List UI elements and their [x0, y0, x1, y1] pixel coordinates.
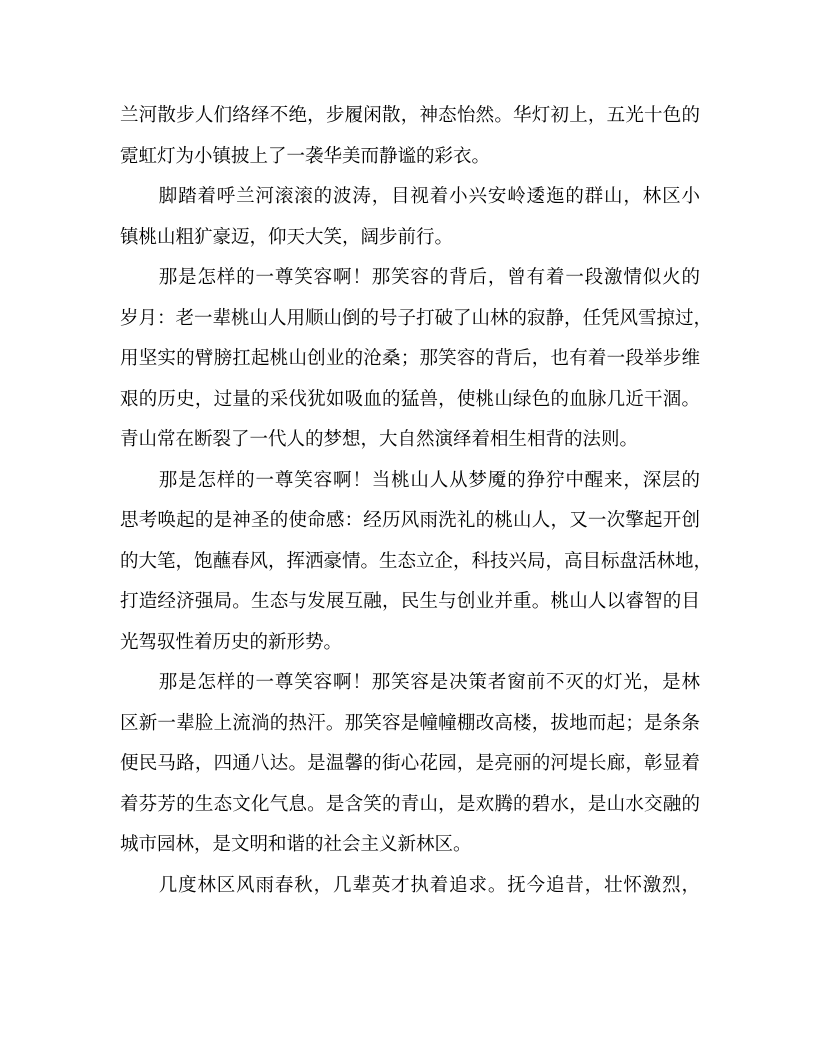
text-line: 思考唤起的是神圣的使命感：经历风雨洗礼的桃山人，又一次擎起开创: [120, 510, 700, 531]
text-line: 便民马路，四通八达。是温馨的街心花园，是亮丽的河堤长廊，彰显着: [120, 753, 700, 774]
text-line: 用坚实的臂膀扛起桃山创业的沧桑；那笑容的背后，也有着一段举步维: [120, 348, 700, 369]
text-line: 脚踏着呼兰河滚滚的波涛，目视着小兴安岭逶迤的群山，林区小: [120, 186, 700, 207]
document-body: [120, 96, 713, 906]
text-line: 几度林区风雨春秋，几辈英才执着追求。抚今追昔，壮怀激烈，: [120, 874, 700, 896]
paragraph: [120, 663, 700, 866]
paragraph: [120, 177, 700, 258]
text-line: 镇桃山粗犷豪迈，仰天大笑，阔步前行。: [120, 226, 454, 248]
text-line: 霓虹灯为小镇披上了一袭华美而静谧的彩衣。: [120, 145, 491, 167]
text-line: 那是怎样的一尊笑容啊！那笑容的背后，曾有着一段激情似火的: [120, 267, 700, 288]
paragraph: [120, 461, 713, 664]
text-line: 区新一辈脸上流淌的热汗。那笑容是幢幢棚改高楼，拔地而起；是条条: [120, 712, 700, 734]
text-line: 那是怎样的一尊笑容啊！那笑容是决策者窗前不灭的灯光，是林: [120, 672, 700, 693]
text-line: 岁月：老一辈桃山人用顺山倒的号子打破了山林的寂静，任凭风雪掠过，: [120, 307, 713, 329]
paragraph: [120, 866, 700, 907]
text-line: 那是怎样的一尊笑容啊！当桃山人从梦魇的狰狞中醒来，深层的: [120, 469, 700, 491]
text-line: 艰的历史，过量的采伐犹如吸血的猛兽，使桃山绿色的血脉几近干涸。: [120, 388, 700, 410]
paragraph: [120, 96, 700, 177]
text-line: 光驾驭性着历史的新形势。: [120, 631, 343, 653]
text-line: 兰河散步人们络绎不绝，步履闲散，神态怡然。华灯初上，五光十色的: [120, 105, 700, 126]
text-line: 的大笔，饱蘸春风，挥洒豪情。生态立企，科技兴局，高目标盘活林地，: [120, 550, 713, 572]
text-line: 青山常在断裂了一代人的梦想，大自然演绎着相生相背的法则。: [120, 429, 639, 450]
text-line: 打造经济强局。生态与发展互融，民生与创业并重。桃山人以睿智的目: [120, 591, 700, 612]
text-line: 城市园林，是文明和谐的社会主义新林区。: [120, 834, 472, 855]
paragraph: [120, 258, 713, 461]
text-line: 着芬芳的生态文化气息。是含笑的青山，是欢腾的碧水，是山水交融的: [120, 793, 700, 815]
